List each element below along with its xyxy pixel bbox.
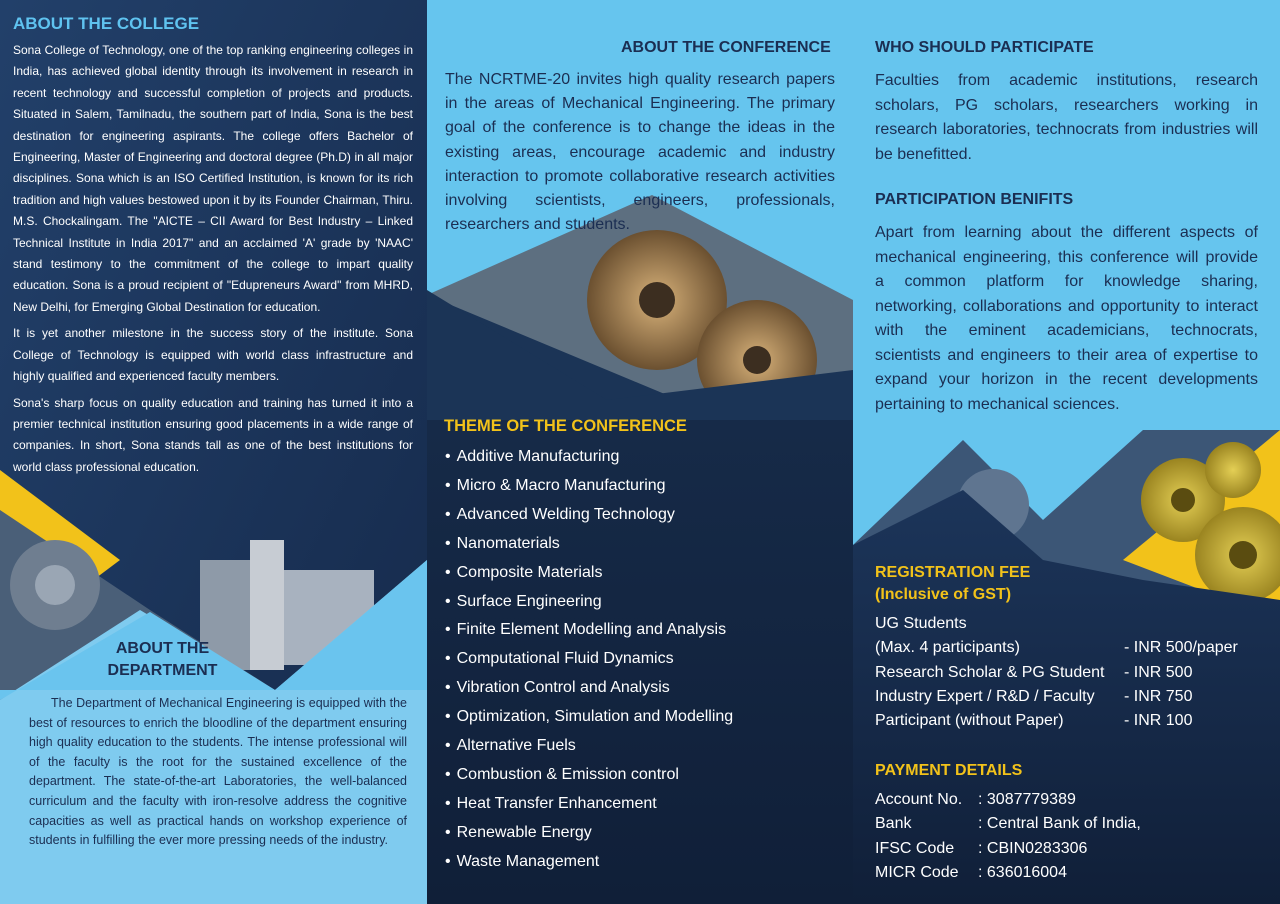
payment-row: Account No. : 3087779389 (875, 791, 1076, 808)
payment-row: MICR Code : 636016004 (875, 863, 1067, 881)
college-title: ABOUT THE COLLEGE (13, 14, 200, 33)
conference-title: ABOUT THE CONFERENCE (621, 39, 831, 56)
theme-title: THEME OF THE CONFERENCE (444, 417, 687, 435)
payment-row: IFSC Code : CBIN0283306 (875, 839, 1088, 857)
panel-conference (427, 0, 853, 904)
fee-row: (Max. 4 participants) - INR 500/paper (875, 639, 1238, 657)
theme-item: • Composite Materials (445, 559, 733, 588)
benefits-text: Apart from learning about the different aspects of mechanical engineering, this conference will provide a common platform for knowledge sharing, networking, collaborations and opportunity to interact with the eminent academicians, technocrats, scientists and engineers to their area of expertise to expand your horizon in the recent developments pertaining to mechanical sciences. (875, 224, 1258, 413)
campus-building-tower (250, 540, 284, 670)
theme-item: • Heat Transfer Enhancement (445, 790, 733, 819)
theme-item: • Micro & Macro Manufacturing (445, 472, 733, 501)
panel-registration (853, 0, 1280, 904)
fee-row: Research Scholar & PG Student - INR 500 (875, 663, 1193, 681)
department-text: The Department of Mechanical Engineering is equipped with the best of resources to enrich the bloodline of the department ensuring high quality education to the students. The intense professional will of the faculty is the root for the sustained excellence of the department. The state-of-the-art Laboratories, the well-balanced curriculum and the faculty with iron-resolve address the cognitive capacities as well as practical hands on workshop experience of students in fulfilling the ever more pressing needs of the industry. (29, 696, 407, 848)
fee-row: Industry Expert / R&D / Faculty - INR 750 (875, 687, 1193, 705)
payment-title: PAYMENT DETAILS (875, 762, 1023, 779)
theme-item: • Finite Element Modelling and Analysis (445, 616, 733, 645)
theme-item: • Combustion & Emission control (445, 761, 733, 790)
theme-list (445, 443, 733, 877)
benefits-title: PARTICIPATION BENIFITS (875, 191, 1074, 208)
panel-college (0, 0, 427, 904)
participate-text: Faculties from academic institutions, research scholars, PG scholars, researchers working in research laboratories, technocrats from industries will be benefitted. (875, 72, 1258, 163)
payment-table (875, 788, 1255, 885)
theme-item: • Additive Manufacturing (445, 443, 733, 472)
theme-item: • Alternative Fuels (445, 732, 733, 761)
theme-item: • Optimization, Simulation and Modelling (445, 703, 733, 732)
participate-title: WHO SHOULD PARTICIPATE (875, 39, 1094, 56)
payment-row: Bank : Central Bank of India, (875, 815, 1141, 833)
college-paragraph-3: Sona's sharp focus on quality education and training has turned it into a premier technical institution ensuring good placements in a wide range of companies. In short, Sona stands tall as one of the best institutions for world class professional education. (13, 395, 413, 474)
theme-item: • Advanced Welding Technology (445, 501, 733, 530)
theme-item: • Nanomaterials (445, 530, 733, 559)
theme-item: • Vibration Control and Analysis (445, 674, 733, 703)
theme-item: • Surface Engineering (445, 588, 733, 617)
college-paragraph-2: It is yet another milestone in the success story of the institute. Sona College of Technology is equipped with world class infrastructure and highly qualified and experienced faculty members. (13, 326, 413, 384)
conference-text: The NCRTME-20 invites high quality research papers in the areas of Mechanical Engineering. The primary goal of the conference is to change the ideas in the existing areas, encourage academic and industry interaction to promote collaborative research activities involving scientists, engineers, professionals, researchers and students. (445, 71, 835, 234)
theme-item: • Computational Fluid Dynamics (445, 645, 733, 674)
theme-item: • Renewable Energy (445, 819, 733, 848)
registration-heading: UG Students (875, 615, 967, 632)
fee-row: Participant (without Paper) - INR 100 (875, 712, 1193, 730)
department-title: ABOUT THE DEPARTMENT (107, 640, 218, 679)
college-paragraph-1: Sona College of Technology, one of the top ranking engineering colleges in India, has achieved global identity through its involvement in research in recent technology and successful completion of projects and products. Situated in Salem, Tamilnadu, the southern part of India, Sona is the best destination for engineering aspirants. The college offers Bachelor of Engineering, Master of Engineering and doctoral degree (Ph.D) in all major disciplines. Sona which is an ISO Certified Institution, is known for its rich tradition and high values bestowed upon it by its Founder Chairman, Thiru. M.S. Chockalingam. The "AICTE – CII Award for Best Industry – Linked Technical Institute in India 2017" and an acclaimed 'A' grade by 'NAAC' stand testimony to the commitment of the college to impart quality education. Sona is a proud recipient of "Edupreneurs Award" from MHRD, New Delhi, for Emerging Global Destination for education. (13, 43, 413, 314)
registration-table (875, 612, 1270, 733)
theme-item: • Waste Management (445, 848, 733, 877)
registration-title: REGISTRATION FEE (Inclusive of GST) (875, 564, 1031, 603)
